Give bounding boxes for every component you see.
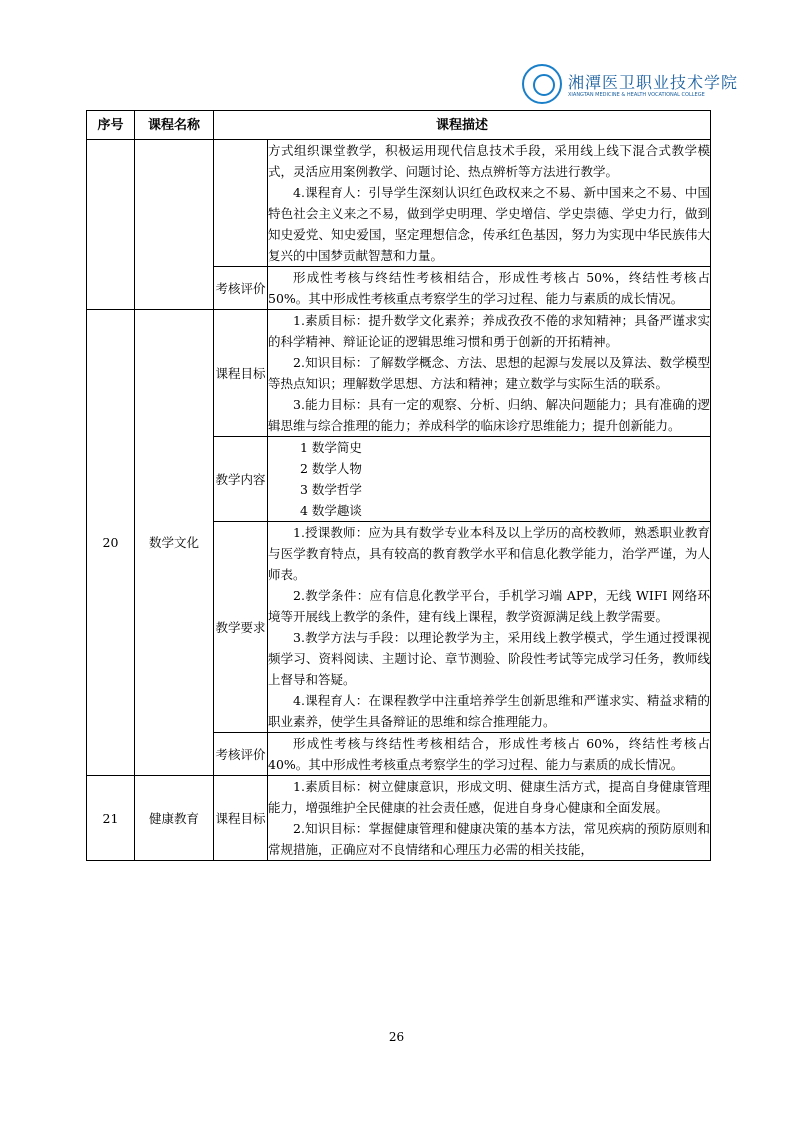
- course-20-eval-cell: [268, 733, 711, 776]
- course-20-content-item: 1 数学简史: [300, 440, 362, 455]
- col-header-number: 序号: [87, 111, 135, 140]
- school-emblem-icon: [522, 64, 562, 104]
- course-20-eval-label: 考核评价: [214, 733, 268, 776]
- course-21-name: 健康教育: [135, 776, 214, 861]
- course-20-name: 数学文化: [135, 310, 214, 776]
- course-21-goals-cell: [268, 776, 711, 861]
- cont-number-cell: [87, 140, 135, 310]
- course-20-req: 4.课程育人：在课程教学中注重培养学生创新思维和严谨求实、精益求精的职业素养，使学生具备辩证的思维和综合推理能力。: [268, 693, 711, 729]
- cont-desc-cell: [268, 140, 711, 267]
- course-20-req-label: 教学要求: [214, 522, 268, 733]
- table-header-row: [87, 111, 711, 140]
- cont-eval-label: 考核评价: [214, 267, 268, 310]
- course-20-goals-cell: [268, 310, 711, 437]
- course-table: [86, 110, 711, 861]
- course-20-eval-text: 形成性考核与终结性考核相结合，形成性考核占 60%，终结性考核占 40%。其中形成性考核重点考察学生的学习过程、能力与素质的成长情况。: [268, 736, 711, 772]
- cont-name-cell: [135, 140, 214, 310]
- course-20-goal: 2.知识目标：了解数学概念、方法、思想的起源与发展以及算法、数学模型等热点知识；理解数学思想、方法和精神；建立数学与实际生活的联系。: [268, 355, 711, 391]
- cont-desc-para: 方式组织课堂教学，积极运用现代信息技术手段，采用线上线下混合式教学模式，灵活应用案例教学、问题讨论、热点辨析等方法进行教学。: [268, 143, 711, 179]
- course-20-goal: 3.能力目标：具有一定的观察、分析、归纳、解决问题能力；具有准确的逻辑思维与综合推理的能力；养成科学的临床诊疗思维能力；提升创新能力。: [268, 397, 711, 433]
- table-row: [87, 310, 711, 437]
- course-20-goal: 1.素质目标：提升数学文化素养；养成孜孜不倦的求知精神；具备严谨求实的科学精神、辩证论证的逻辑思维习惯和勇于创新的开拓精神。: [268, 313, 711, 349]
- course-21-goal-label: 课程目标: [214, 776, 268, 861]
- table-row: [87, 140, 711, 267]
- cont-desc-para: 4.课程育人：引导学生深刻认识红色政权来之不易、新中国来之不易、中国特色社会主义来之不易，做到学史明理、学史增信、学史崇德、学史力行，做到知史爱党、知史爱国，坚定理想信念，传承红色基因，努力为实现中华民族伟大复兴的中国梦贡献智慧和力量。: [268, 185, 711, 263]
- col-header-course-name: 课程名称: [135, 111, 214, 140]
- course-21-goal: 2.知识目标：掌握健康管理和健康决策的基本方法，常见疾病的预防原则和常规措施，正确应对不良情绪和心理压力必需的相关技能，: [268, 821, 711, 857]
- course-20-content-item: 4 数学趣谈: [300, 503, 362, 518]
- course-20-content-item: 2 数学人物: [300, 461, 362, 476]
- school-logo: [518, 64, 739, 108]
- course-20-reqs-cell: [268, 522, 711, 733]
- cont-eval-text: 形成性考核与终结性考核相结合，形成性考核占 50%，终结性考核占 50%。其中形成性考核重点考察学生的学习过程、能力与素质的成长情况。: [268, 270, 711, 306]
- school-name-en: XIANGTAN MEDICINE & HEALTH VOCATIONAL COLLEGE: [568, 92, 705, 98]
- table-row: [87, 776, 711, 861]
- course-20-req: 2.教学条件：应有信息化教学平台，手机学习端 APP，无线 WIFI 网络环境等开展线上教学的条件，建有线上课程，教学资源满足线上教学需要。: [268, 588, 711, 624]
- page-number: 26: [388, 1030, 405, 1044]
- course-20-req: 3.教学方法与手段：以理论教学为主，采用线上教学模式，学生通过授课视频学习、资料阅读、主题讨论、章节测验、阶段性考试等完成学习任务，教师线上督导和答疑。: [268, 630, 711, 687]
- school-name: 湘潭医卫职业技术学院: [568, 73, 739, 92]
- course-21-goal: 1.素质目标：树立健康意识，形成文明、健康生活方式，提高自身健康管理能力，增强维护全民健康的社会责任感，促进自身身心健康和全面发展。: [268, 779, 711, 815]
- course-20-number: 20: [87, 310, 135, 776]
- course-20-req: 1.授课教师：应为具有数学专业本科及以上学历的高校教师，熟悉职业教育与医学教育特点，具有较高的教育教学水平和信息化教学能力，治学严谨，为人师表。: [268, 525, 711, 582]
- col-header-description: 课程描述: [214, 111, 711, 140]
- course-20-goal-label: 课程目标: [214, 310, 268, 437]
- cont-sub-cell: [214, 140, 268, 267]
- course-20-content-label: 教学内容: [214, 437, 268, 522]
- course-20-contents-cell: [268, 437, 711, 522]
- course-20-content-item: 3 数学哲学: [300, 482, 362, 497]
- course-21-number: 21: [87, 776, 135, 861]
- cont-eval-cell: [268, 267, 711, 310]
